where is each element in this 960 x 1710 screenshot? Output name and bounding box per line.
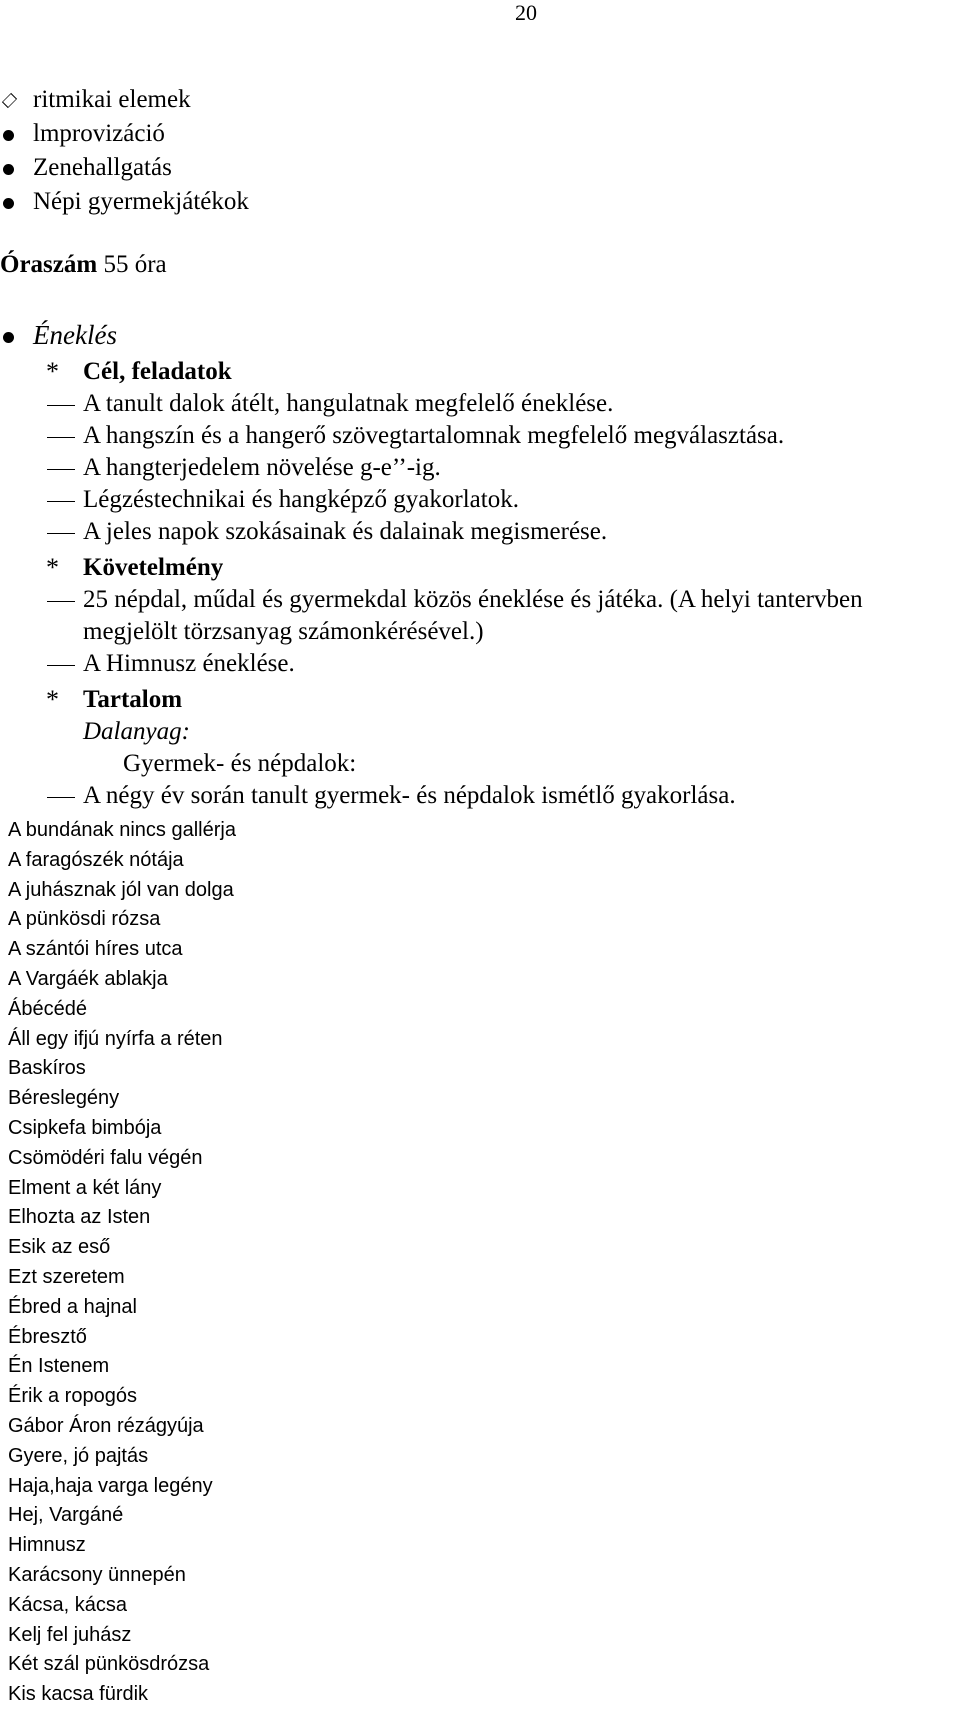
bullet-icon (3, 164, 14, 175)
goals-item-text: A jeles napok szokásainak és dalainak megismerése. (83, 518, 608, 545)
dash-icon (47, 405, 75, 406)
content-subheading: Dalanyag: (83, 718, 190, 745)
song-item: Csömödéri falu végén (8, 1146, 203, 1169)
content-heading: Tartalom (83, 686, 183, 713)
song-list (8, 816, 236, 1710)
song-item: Ébred a hajnal (8, 1295, 137, 1318)
song-item: Béreslegény (8, 1087, 120, 1110)
goals-item-text: A tanult dalok átélt, hangulatnak megfelelő éneklése. (83, 390, 614, 417)
goals-item-text: A hangszín és a hangerő szövegtartalomnak megfelelő megválasztása. (83, 422, 785, 449)
song-item: Karácsony ünnepén (8, 1563, 186, 1586)
song-item: Én Istenem (8, 1355, 110, 1378)
song-item: Gábor Áron rézágyúja (8, 1414, 204, 1437)
requirements-heading: Követelmény (83, 554, 224, 581)
goals-heading: Cél, feladatok (83, 358, 232, 385)
song-item: A szántói híres utca (8, 938, 183, 961)
intro-item-text: lmprovizáció (33, 120, 165, 147)
content-group: Gyermek- és népdalok: (123, 750, 357, 777)
song-item: Érik a ropogós (8, 1385, 137, 1408)
diamond-bullet-icon (2, 93, 17, 108)
song-item: Ébresztő (8, 1325, 87, 1348)
bullet-icon (3, 130, 14, 141)
requirements-item-text: megjelölt törzsanyag számonkérésével.) (83, 618, 484, 645)
song-item: Hej, Vargáné (8, 1504, 124, 1527)
song-item: Esik az eső (8, 1236, 111, 1259)
goals-item-text: Légzéstechnikai és hangképző gyakorlatok. (83, 486, 519, 513)
song-item: Ábécédé (8, 997, 87, 1020)
song-item: A Vargáék ablakja (8, 967, 168, 990)
bullet-icon (3, 198, 14, 209)
dash-icon (47, 665, 75, 666)
song-item: Áll egy ifjú nyírfa a réten (8, 1027, 223, 1050)
song-item: Kelj fel juhász (8, 1623, 132, 1646)
dash-icon (47, 533, 75, 534)
bullet-icon (3, 332, 14, 343)
intro-item-text: Népi gyermekjátékok (33, 188, 249, 215)
goals-item-text: A hangterjedelem növelése g-e’’-ig. (83, 454, 441, 481)
intro-item-text: Zenehallgatás (33, 154, 172, 181)
dash-icon (47, 469, 75, 470)
asterisk-icon: * (46, 357, 59, 386)
song-item: A juhásznak jól van dolga (8, 878, 234, 901)
section-title: Éneklés (33, 320, 117, 350)
dash-icon (47, 437, 75, 438)
hours-line (0, 250, 167, 280)
song-item: Kis kacsa fürdik (8, 1683, 149, 1706)
song-item: Kácsa, kácsa (8, 1593, 127, 1616)
song-item: Gyere, jó pajtás (8, 1444, 149, 1467)
song-item: Baskíros (8, 1057, 86, 1080)
asterisk-icon: * (46, 685, 59, 714)
song-item: Elhozta az Isten (8, 1206, 151, 1229)
content-item-text: A négy év során tanult gyermek- és népdalok ismétlő gyakorlása. (83, 782, 736, 809)
page-number: 20 (515, 0, 537, 25)
dash-icon (47, 797, 75, 798)
dash-icon (47, 501, 75, 502)
song-item: A bundának nincs gallérja (8, 819, 236, 841)
song-item: A pünkösdi rózsa (8, 908, 161, 931)
hours-value: 55 óra (103, 251, 167, 278)
song-item: Ezt szeretem (8, 1265, 125, 1288)
song-item: Himnusz (8, 1534, 86, 1557)
song-item: Elment a két lány (8, 1176, 162, 1199)
dash-icon (47, 601, 75, 602)
requirements-item-text: A Himnusz éneklése. (83, 650, 295, 677)
song-item: Két szál pünkösdrózsa (8, 1653, 210, 1676)
song-item: Haja,haja varga legény (8, 1474, 213, 1497)
hours-label: Óraszám (0, 251, 98, 278)
asterisk-icon: * (46, 553, 59, 582)
requirements-item-text: 25 népdal, műdal és gyermekdal közös éneklése és játéka. (A helyi tantervben (83, 586, 863, 613)
song-item: Csipkefa bimbója (8, 1116, 162, 1139)
intro-item-text: ritmikai elemek (33, 86, 191, 113)
song-item: A faragószék nótája (8, 848, 184, 871)
